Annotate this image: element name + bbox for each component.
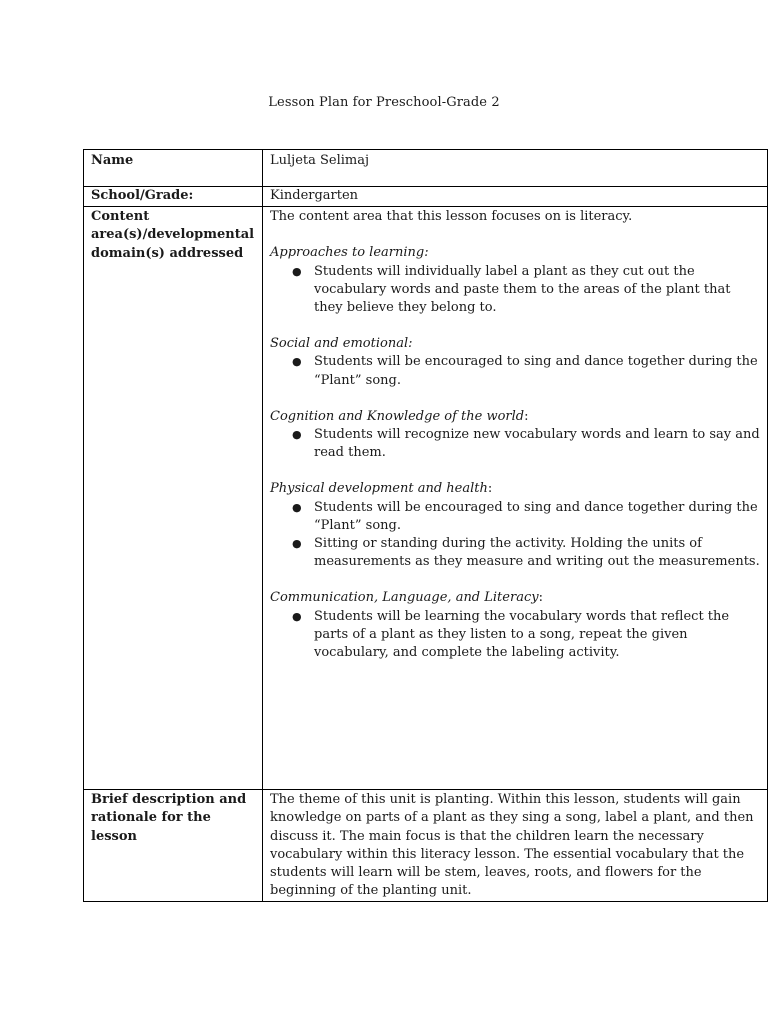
- bullet-icon: ●: [292, 355, 302, 369]
- bullet-list: [270, 426, 760, 462]
- domain-heading: Approaches to learning:: [270, 245, 429, 261]
- bullet-icon: ●: [292, 264, 302, 278]
- bullet-list: [270, 263, 760, 318]
- document-title: Lesson Plan for Preschool-Grade 2: [268, 95, 500, 110]
- school-grade-value: Kindergarten: [263, 187, 768, 207]
- brief-description-value: The theme of this unit is planting. Within this lesson, students will gain knowledge on parts of a plant as they sing a song, label a plant, and then discuss it. The main focus is that the children learn the necessary vocabulary within this literacy lesson. The essential vocabulary that the students will learn will be stem, leaves, roots, and flowers for the beginning of the planting unit.: [263, 790, 768, 902]
- bullet-icon: ●: [292, 537, 302, 551]
- table-row-school: [84, 187, 768, 207]
- domain-section: [270, 589, 760, 662]
- table-row-brief-description: [84, 790, 768, 902]
- table-row-name: [84, 150, 768, 187]
- domain-heading: Physical development and health:: [270, 481, 493, 497]
- bullet-list: [270, 499, 760, 572]
- domain-heading: Cognition and Knowledge of the world:: [270, 408, 529, 424]
- domain-section: [270, 480, 760, 571]
- bullet-item: ● Students will be encouraged to sing and dance together during the “Plant” song.: [292, 499, 758, 533]
- domain-section: [270, 244, 760, 317]
- bullet-list: [270, 608, 760, 663]
- bullet-item: ● Students will individually label a plant as they cut out the vocabulary words and paste them to the areas of the plant that they believe they belong to.: [292, 263, 731, 316]
- domain-section: [270, 335, 760, 390]
- name-label: Name: [84, 150, 263, 187]
- brief-description-label: Brief description and rationale for the lesson: [84, 790, 263, 902]
- content-intro: The content area that this lesson focuses on is literacy.: [270, 209, 633, 225]
- content-area-cell: [263, 207, 768, 790]
- domain-section: [270, 408, 760, 463]
- table-row-content-area: [84, 207, 768, 790]
- bullet-item: ● Students will recognize new vocabulary words and learn to say and read them.: [292, 427, 760, 461]
- domain-heading: Communication, Language, and Literacy:: [270, 590, 543, 606]
- name-value: Luljeta Selimaj: [263, 150, 768, 187]
- domain-heading: Social and emotional:: [270, 336, 413, 352]
- school-grade-label: School/Grade:: [84, 187, 263, 207]
- bullet-icon: ●: [292, 500, 302, 514]
- bullet-list: [270, 353, 760, 389]
- lesson-plan-table: [83, 149, 768, 902]
- bullet-icon: ●: [292, 609, 302, 623]
- content-area-label: Content area(s)/developmental domain(s) addressed: [84, 207, 263, 790]
- bullet-item: ● Sitting or standing during the activity. Holding the units of measurements as they measure and writing out the measurements.: [292, 536, 760, 570]
- bullet-item: ● Students will be learning the vocabulary words that reflect the parts of a plant as they listen to a song, repeat the given vocabulary, and complete the labeling activity.: [292, 608, 730, 661]
- bullet-icon: ●: [292, 428, 302, 442]
- bullet-item: ● Students will be encouraged to sing and dance together during the “Plant” song.: [292, 354, 758, 388]
